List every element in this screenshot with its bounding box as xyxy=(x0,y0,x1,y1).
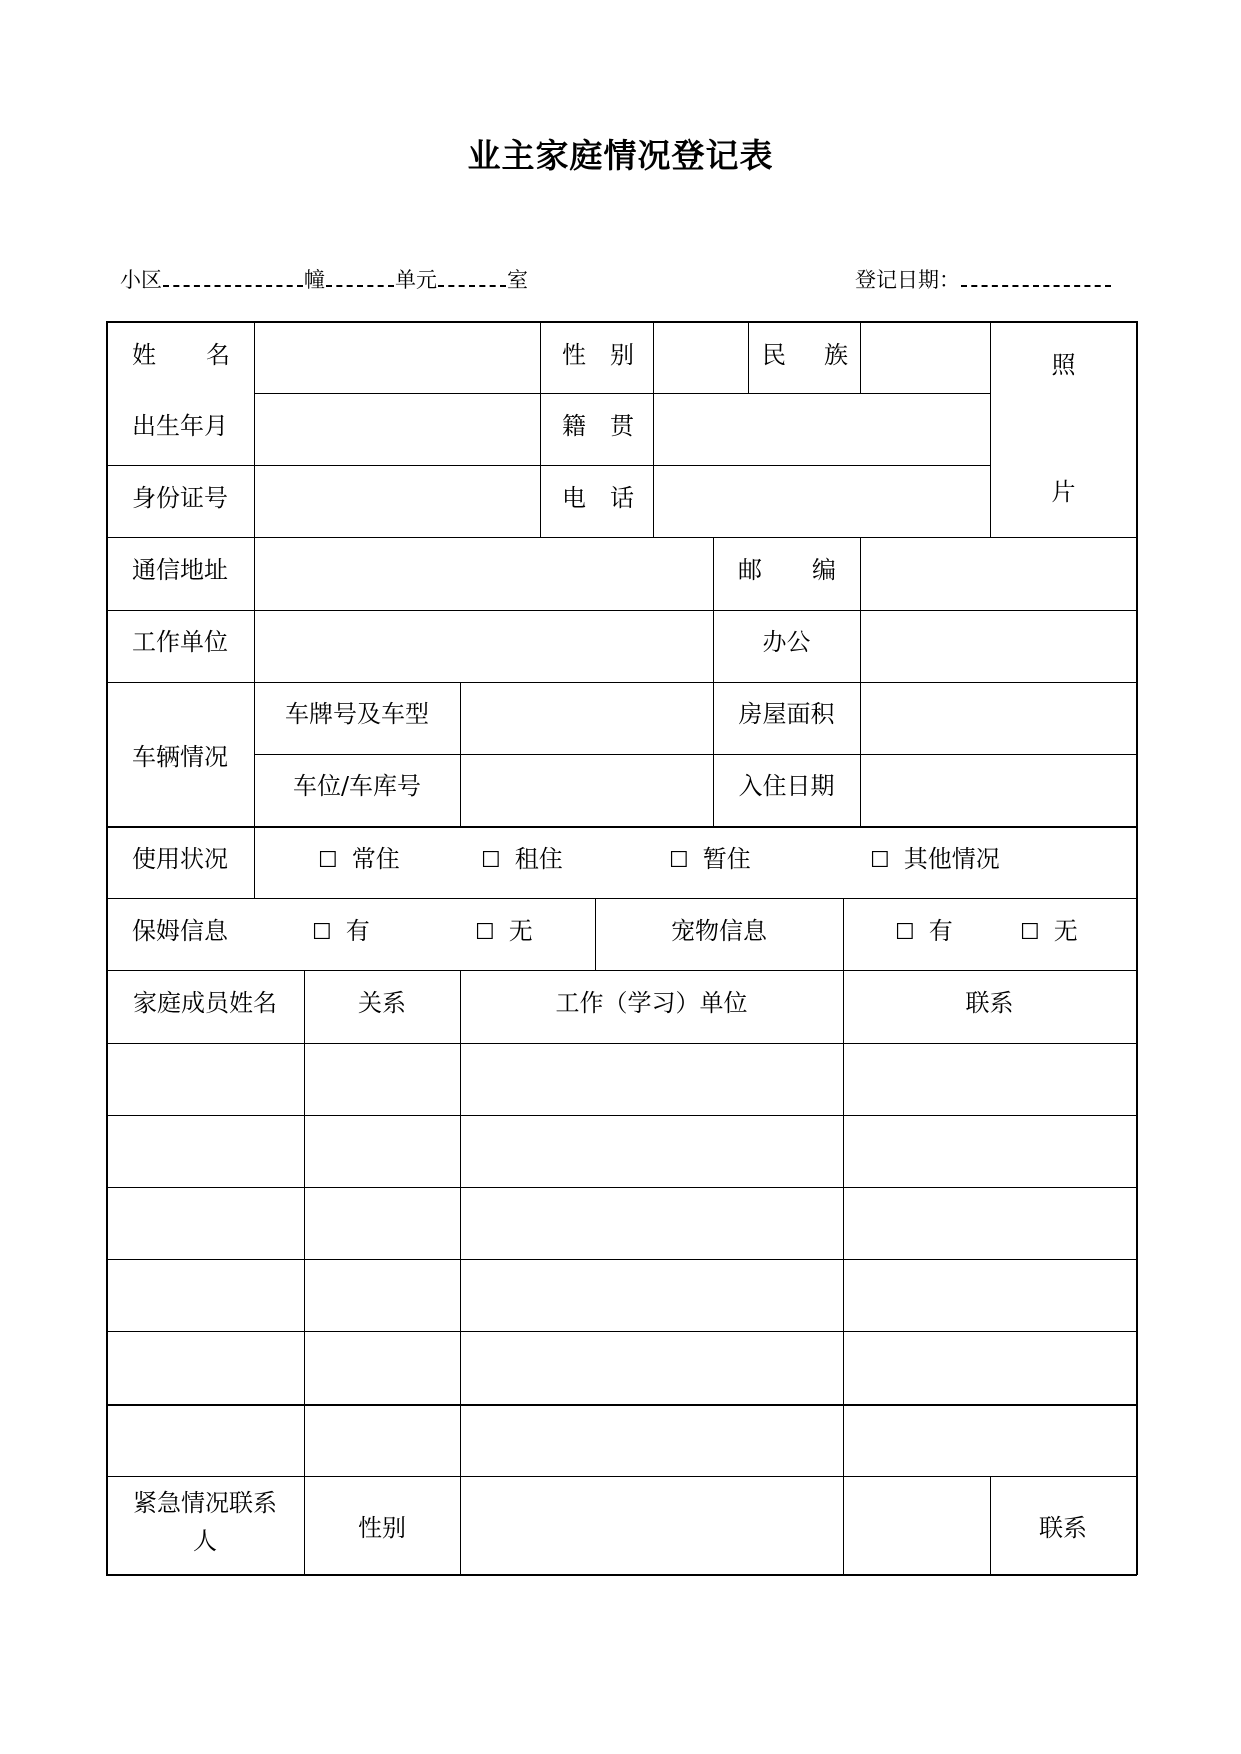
row-line xyxy=(106,898,1137,899)
date-label: 登记日期： xyxy=(855,268,960,292)
label-pet: 宠物信息 xyxy=(671,917,767,945)
row-line xyxy=(106,537,1137,538)
label-emergency-contact: 紧急情况联系 人 xyxy=(133,1489,277,1555)
label-name: 姓 名 xyxy=(132,341,230,369)
row-line xyxy=(254,393,990,394)
photo-label-1: 照 xyxy=(1051,351,1076,379)
label-birth: 出生年月 xyxy=(132,412,228,440)
building-input[interactable] xyxy=(326,265,394,287)
checkbox-icon[interactable]: ☐ xyxy=(895,920,915,945)
nanny-option-yes[interactable]: ☐ 有 xyxy=(312,917,370,945)
name-field[interactable] xyxy=(255,322,540,393)
label-emergency-phone: 联系 xyxy=(1039,1514,1087,1542)
unit-input[interactable] xyxy=(438,265,506,287)
row-line xyxy=(106,465,990,466)
usage-option-rent[interactable]: ☐ 租住 xyxy=(481,845,563,873)
col-line xyxy=(540,321,541,538)
nanny-option-no[interactable]: ☐ 无 xyxy=(475,917,533,945)
usage-option-resident[interactable]: ☐ 常住 xyxy=(318,845,400,873)
address-line xyxy=(120,264,528,294)
row-line xyxy=(254,754,1137,755)
unit-label: 单元 xyxy=(395,268,437,292)
pet-option-no[interactable]: ☐ 无 xyxy=(1020,917,1078,945)
header-member-name: 家庭成员姓名 xyxy=(133,989,277,1017)
room-label: 室 xyxy=(507,268,528,292)
label-id-number: 身份证号 xyxy=(132,484,228,512)
row-line xyxy=(106,1043,1137,1044)
header-contact: 联系 xyxy=(965,989,1014,1017)
usage-option-other[interactable]: ☐ 其他情况 xyxy=(870,845,1000,873)
label-gender: 性 别 xyxy=(562,341,634,369)
row-line xyxy=(106,1115,1137,1116)
table-border-right xyxy=(1136,321,1138,1575)
pet-option-yes[interactable]: ☐ 有 xyxy=(895,917,953,945)
label-postcode: 邮 编 xyxy=(738,556,836,584)
label-workplace: 工作单位 xyxy=(132,628,228,656)
checkbox-icon[interactable]: ☐ xyxy=(481,848,501,873)
photo-label-2: 片 xyxy=(1051,478,1076,506)
checkbox-icon[interactable]: ☐ xyxy=(870,848,890,873)
col-line xyxy=(460,682,461,827)
row-line xyxy=(106,1187,1137,1188)
row-line xyxy=(106,970,1137,971)
label-usage: 使用状况 xyxy=(132,845,228,873)
label-address: 通信地址 xyxy=(132,556,228,584)
row-line xyxy=(106,826,1137,828)
col-line xyxy=(860,537,861,827)
row-line xyxy=(106,682,1137,683)
label-vehicle: 车辆情况 xyxy=(132,742,228,771)
table-border-bottom xyxy=(106,1574,1137,1576)
form-title: 业主家庭情况登记表 xyxy=(467,136,774,175)
checkbox-icon[interactable]: ☐ xyxy=(669,848,689,873)
row-line xyxy=(106,1331,1137,1332)
usage-option-temporary[interactable]: ☐ 暂住 xyxy=(669,845,751,873)
col-line xyxy=(254,321,255,899)
header-relation: 关系 xyxy=(358,989,406,1017)
col-line xyxy=(748,321,749,394)
community-input[interactable] xyxy=(163,265,303,287)
ethnicity-field[interactable] xyxy=(861,322,990,393)
label-plate-model: 车牌号及车型 xyxy=(285,700,429,728)
photo-area[interactable] xyxy=(991,345,1136,507)
label-parking: 车位/车库号 xyxy=(292,772,422,800)
header-work-study-unit: 工作（学习）单位 xyxy=(555,989,748,1017)
label-office: 办公 xyxy=(762,628,811,656)
row-line xyxy=(106,1476,1137,1477)
building-label: 幢 xyxy=(304,268,325,292)
row-line xyxy=(106,1404,1137,1406)
label-nanny: 保姆信息 xyxy=(132,917,228,945)
label-house-area: 房屋面积 xyxy=(738,700,835,728)
date-input[interactable] xyxy=(961,265,1111,287)
col-line xyxy=(460,970,461,1575)
checkbox-icon[interactable]: ☐ xyxy=(475,920,495,945)
row-line xyxy=(106,1259,1137,1260)
label-native-place: 籍 贯 xyxy=(562,412,634,440)
label-move-in-date: 入住日期 xyxy=(738,772,835,800)
col-line xyxy=(843,898,844,971)
gender-field[interactable] xyxy=(654,322,748,393)
date-line xyxy=(855,264,1112,294)
col-line xyxy=(843,970,844,1575)
row-line xyxy=(106,610,1137,611)
label-ethnicity: 民 族 xyxy=(762,341,848,369)
label-phone: 电 话 xyxy=(562,484,634,512)
community-label: 小区 xyxy=(120,268,162,292)
checkbox-icon[interactable]: ☐ xyxy=(1020,920,1040,945)
checkbox-icon[interactable]: ☐ xyxy=(318,848,338,873)
checkbox-icon[interactable]: ☐ xyxy=(312,920,332,945)
label-emergency-gender: 性别 xyxy=(358,1514,406,1542)
